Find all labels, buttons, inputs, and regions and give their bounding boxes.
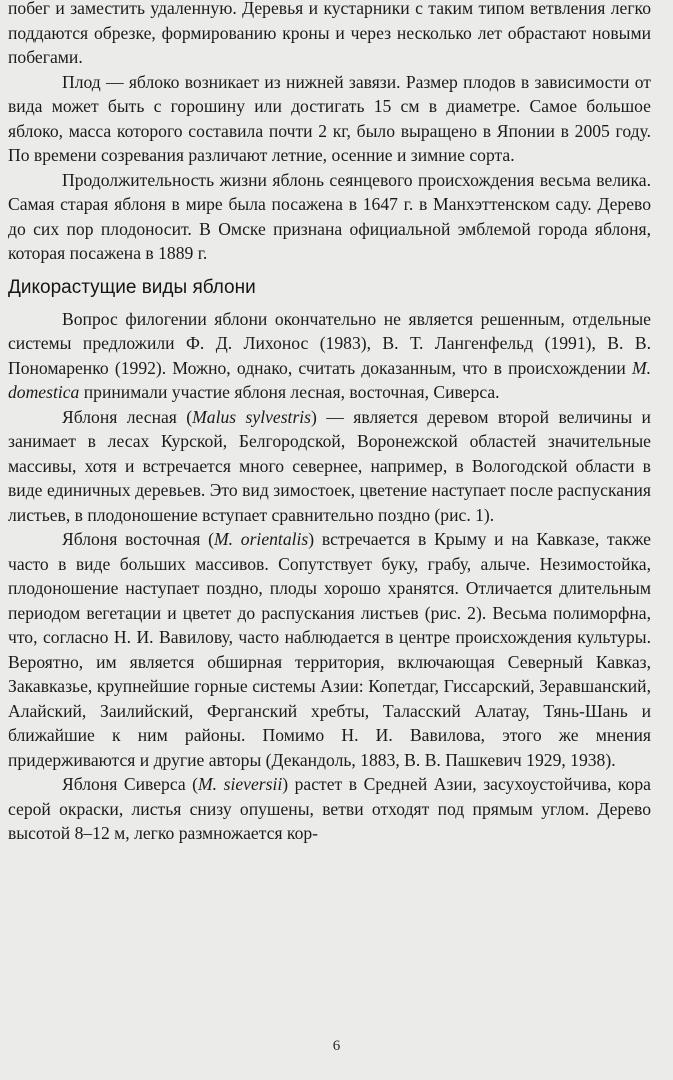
species-name: M. orientalis [213,529,309,549]
text-run: Яблоня восточная ( [62,529,214,549]
text-run: ) встречается в Крыму и на Кавказе, также часто в виде больших массивов. Сопутствует буку, грабу, алыче. Незимостойка, плодоношение наступает поздно, плоды хорошо хранятся. Отличается длительным периодом вегетации и цветет до распускания листьев (рис. 2). Весьма полиморфна, что, согласно Н. И. Вавилову, часто наблюдается в центре происхождения культуры. Вероятно, им является обширная территория, включающая Северный Кавказ, Закавказье, крупнейшие горные системы Азии: Копетдаг, Гиссарский, Зеравшанский, Алайский, Заилийский, Ферганский хребты, Таласский Алатау, Тянь-Шань и ближайшие к ним районы. Помимо Н. И. Вавилова, этого же мнения придерживаются и другие авторы (Декандоль, 1883, В. В. Пашкевич 1929, 1938). [8,529,651,770]
species-name: Malus sylvestris [192,406,312,427]
species-name: M. domestica [8,357,651,402]
species-name: M. sieversii [198,774,283,794]
text-run: Яблоня Сиверса ( [62,774,199,794]
page-body [8,0,651,846]
page-number: 6 [332,1038,341,1054]
text-run: Яблоня лесная ( [62,406,193,427]
text-run: Вопрос филогении яблони окончательно не является решенным, отдельные системы предложили Ф. Д. Лихонос (1983), В. Т. Лангенфельд (1991), В. В. Пономаренко (1992). Можно, однако, считать доказанным, что в происхождении [8,308,651,378]
text-run: ) растет в Средней Азии, засухоустойчива, кора серой окраски, листья снизу опушены, ветви отходят под прямым углом. Дерево высотой 8–12 м, легко размножается кор- [8,774,651,843]
paragraph-lifespan: Продолжительность жизни яблонь сеянцевого происхождения весьма велика. Самая старая яблоня в мире была посажена в 1647 г. в Манхэттенском саду. Дерево до сих пор плодоносит. В Омске признана официальной эмблемой города яблоня, которая посажена в 1889 г. [8,169,651,263]
text-run: принимали участие яблоня лесная, восточная, Сиверса. [79,382,500,402]
paragraph-continuation: побег и заместить удаленную. Деревья и кустарники с таким типом ветвления легко поддаются обрезке, формированию кроны и через несколько лет обрастают новыми побегами. [8,0,651,67]
paragraph-phylogeny [8,307,651,405]
paragraph-malus-sylvestris [8,405,651,528]
text-run: ) — является деревом второй величины и занимает в лесах Курской, Белгородской, Воронежской областей значительные массивы, хотя и встречается много севернее, например, в Вологодской области в виде единичных деревьев. Это вид зимостоек, цветение наступает после распускания листьев, в плодоношение вступает сравнительно поздно (рис. 1). [8,406,651,525]
paragraph-malus-sieversii [8,772,651,846]
paragraph-malus-orientalis [8,527,651,772]
paragraph-fruit: Плод — яблоко возникает из нижней завязи. Размер плодов в зависимости от вида может быть с горошину или достигать 15 см в диаметре. Самое большое яблоко, масса которого составила почти 2 кг, было выращено в Японии в 2005 году. По времени созревания различают летние, осенние и зимние сорта. [8,71,651,165]
section-heading: Дикорастущие виды яблони [8,276,256,298]
